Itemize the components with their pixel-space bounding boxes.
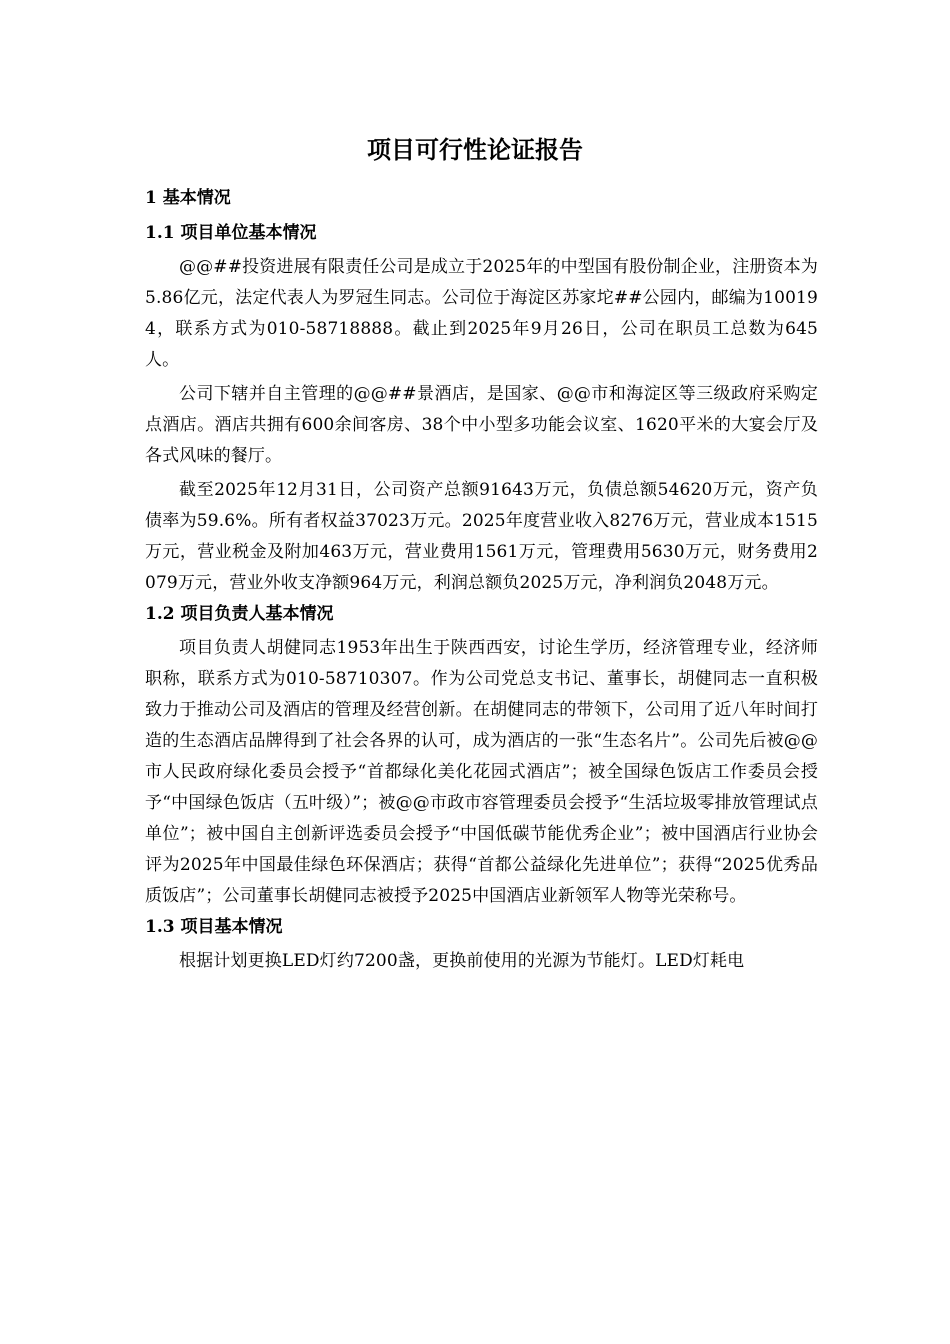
paragraph-project-basics: 根据计划更换LED灯约7200盏，更换前使用的光源为节能灯。LED灯耗电 xyxy=(179,951,745,971)
paragraph-project-leader: 项目负责人胡健同志1953年出生于陕西西安，讨论生学历，经济管理专业，经济师职称，联系方式为010-58710307。作为公司党总支书记、董事长，胡健同志一直积极致力于推动公司及酒店的管理及经营创新。在胡健同志的带领下，公司用了近八年时间打造的生态酒店品牌得到了社会各界的认可，成为酒店的一张“生态名片”。公司先后被@@市人民政府绿化委员会授予“首都绿化美化花园式酒店”；被全国绿色饭店工作委员会授予“中国绿色饭店（五叶级）”；被@@市政市容管理委员会授予“生活垃圾零排放管理试点单位”；被中国自主创新评选委员会授予“中国低碳节能优秀企业”；被中国酒店行业协会评为2025年中国最佳绿色环保酒店；获得“首都公益绿化先进单位”；获得“2025优秀品质饭店”；公司董事长胡健同志被授予2025中国酒店业新领军人物等光荣称号。 xyxy=(145,638,818,906)
document-body xyxy=(145,186,818,980)
section-heading-1: 1 基本情况 xyxy=(145,188,231,208)
paragraph-financials: 截至2025年12月31日，公司资产总额91643万元，负债总额54620万元，资产负债率为59.6%。所有者权益37023万元。2025年度营业收入8276万元，营业成本1515万元，营业税金及附加463万元，营业费用1561万元，管理费用5630万元，财务费用2079万元，营业外收支净额964万元，利润总额负2025万元，净利润负2048万元。 xyxy=(145,480,818,593)
section-heading-1-2: 1.2 项目负责人基本情况 xyxy=(145,604,334,624)
paragraph-company-overview: @@##投资进展有限责任公司是成立于2025年的中型国有股份制企业，注册资本为5.86亿元，法定代表人为罗冠生同志。公司位于海淀区苏家坨##公园内，邮编为100194，联系方式为010-58718888。截止到2025年9月26日，公司在职员工总数为645人。 xyxy=(145,257,818,370)
document-title: 项目可行性论证报告 xyxy=(367,135,583,164)
section-heading-1-1: 1.1 项目单位基本情况 xyxy=(145,223,317,243)
paragraph-hotel-overview: 公司下辖并自主管理的@@##景酒店，是国家、@@市和海淀区等三级政府采购定点酒店。酒店共拥有600余间客房、38个中小型多功能会议室、1620平米的大宴会厅及各式风味的餐厅。 xyxy=(145,384,818,466)
section-heading-1-3: 1.3 项目基本情况 xyxy=(145,917,283,937)
